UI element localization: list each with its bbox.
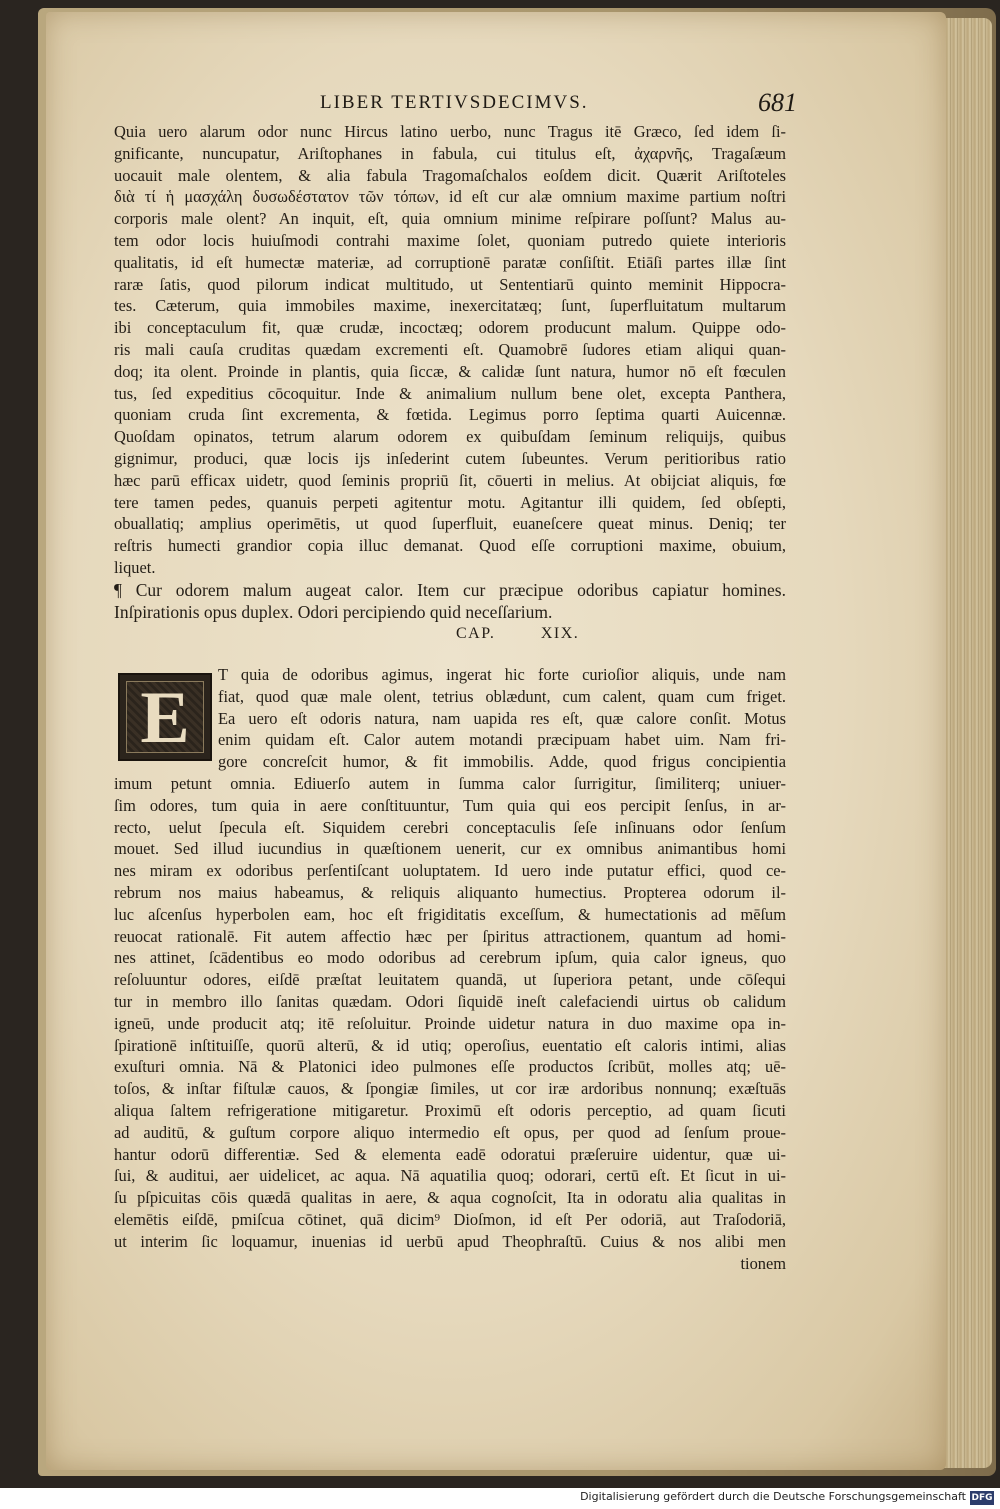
page-number: 681 [758, 88, 797, 117]
text-line: ſpirationē inſtituiſſe, quorū alterū, & id utiq; operoſius, euentatio eſt caloris intimi, alias [114, 1035, 786, 1055]
text-line: reſtris humecti grandior copia illuc demanat. Quod eſſe corruptioni maxime, obuium, [114, 536, 786, 556]
text-line: gignimur, produci, quæ locis ijs inſederint cutem ſubeuntes. Verum peritioribus ratio [114, 448, 786, 468]
text-line: toſos, & inſtar fiſtulæ cauos, & ſpongiæ ſimiles, ut cor iræ ardoribus nonnunq; exæſtuās [114, 1079, 786, 1099]
paragraph-2 [114, 664, 786, 1274]
text-line: Inſpirationis opus duplex. Odori percipiendo quid neceſſarium. [114, 602, 553, 622]
chapter-summary [114, 579, 786, 623]
text-line: hantur odorū differentiæ. Sed & elementa eadē odoratui præſeruire uidentur, quæ ui- [114, 1144, 786, 1164]
text-line: ſu pſpicuitas cōis quædā qualitas in aere, & aqua cognoſcit, Ita in odoratu alia qualitas in [114, 1188, 786, 1208]
text-line: hæc parū efficax uidetr, quod ſeminis propriū ſit, cōuerti in melius. At obijciat aliquis, fœ [114, 470, 786, 490]
text-line: aliqua ſaltem refrigeratione mitigaretur. Proximū eſt odoris perceptio, ad quam ſicuti [114, 1100, 786, 1120]
text-line: tes. Cæterum, quia immobiles maxime, inexercitatæq; ſunt, ſuperfluitatum multarum [114, 296, 786, 316]
text-line: ris mali cauſa cruditas quædam excrementi eſt. Quamobrē ſudores etiam aliqui quan- [114, 339, 786, 359]
text-line: ſim odores, tum quia in aere conſtituuntur, Tum quia qui eos percipit ſenſus, in ar- [114, 795, 786, 815]
text-line: ibi conceptaculum fit, quæ crudæ, incoctæq; odorem producunt malum. Quippe odo- [114, 318, 786, 338]
text-line: qualitatis, id eſt humectæ materiæ, ad corruptionē paratæ conſiſtit. Etiāſi partes illæ ſint [114, 252, 786, 272]
text-line: quoniam cruda ſint excrementa, & fœtida. Legimus porro ſeptima quarti Auicennæ. [114, 405, 786, 425]
text-line: elemētis eiſdē, pmiſcua cōtinet, quā dicim⁹ Dioſmon, id eſt Per odoriā, aut Traſodoriā, [114, 1209, 786, 1229]
text-line: recto, uelut ſpecula eſt. Siquidem cerebri conceptaculis ſeſe inſinuans odor ſenſum [114, 817, 786, 837]
text-line: corporis male olent? An inquit, eſt, quia omnium minime reſpirare poſſunt? Malus au- [114, 209, 786, 229]
chapter-heading: CAP. XIX. [456, 625, 580, 642]
text-line: luc aſcenſus hyperbolen eam, hoc eſt frigiditatis exceſſum, & humectationis ad mēſum [114, 904, 786, 924]
text-line: mouet. Sed illud iucundius in quæſtionem uenerit, cur ex omnibus animantibus homi [114, 839, 786, 859]
text-line: obuallatiq; amplius operimētis, ut quod ſuperfluit, euaneſcere queat minus. Deniq; ter [114, 514, 786, 534]
text-line: ſui, & auditui, aer uidelicet, ac aqua. Nā aquatilia quoq; odorari, certū eſt. Et ſicut in ui- [114, 1166, 786, 1186]
text-line: nes attinet, ſcādentibus eo modo odoribus ad cerebrum ipſum, quia calor igneus, quo [114, 948, 786, 968]
text-line: tus, ſed expeditius cōcoquitur. Inde & animalium nullum bene olet, excepta Panthera, [114, 383, 786, 403]
text-line: uocauit male olentem, & alia fabula Tragomaſchalos eoſdem dicit. Quærit Ariſtoteles [114, 165, 786, 185]
text-line: raræ ſatis, quod pilorum indicat multitudo, ut Sententiarū quinto meminit Hippocra- [114, 274, 786, 294]
text-line: reuocat rationalē. Fit autem affectio hæc per ſpiritus attractionem, quantum ad homi- [114, 926, 786, 946]
text-line: enim quidam eſt. Calor autem motandi præcipuam habet uim. Nam fri- [218, 730, 786, 750]
text-line: Ea uero eſt odoris natura, nam uapida res eſt, quæ calore conſit. Motus [218, 708, 786, 728]
text-line: exuſturi omnia. Nā & Platonici ideo pulmones eſſe productos ſcribūt, molles atq; uē- [114, 1057, 786, 1077]
text-line: reſoluuntur odores, eiſdē præſtat leuitatem quandā, ut ſuperiora petant, unde cōſequi [114, 970, 786, 990]
text-line: gnificante, nuncupatur, Ariſtophanes in fabula, cui titulus eſt, ἀχαρνῆς, Tragaſæum [114, 143, 786, 163]
text-line: igneū, unde producit atq; itē reſoluitur. Proinde uidetur natura in duo maxime opa in- [114, 1013, 786, 1033]
text-line: Quia uero alarum odor nunc Hircus latino uerbo, nunc Tragus itē Græco, ſed idem ſi- [114, 122, 786, 141]
text-line: tur in membro illo ſanitas quædam. Odori ſiquidē ineſt calefaciendi uirtus ob calidum [114, 991, 786, 1011]
drop-cap-letter: E [140, 677, 190, 759]
text-line: gore concreſcit humor, & fit immobilis. Adde, quod frigus concipientia [218, 752, 786, 772]
text-line: nes miram ex odoribus perſentiſcant uoluptatem. Id uero inde putatur effici, quod ce- [114, 861, 786, 881]
text-line: imum petunt omnia. Ediuerſo autem in ſumma calor ſurrigitur, ſimiliterq; uniuer- [114, 773, 786, 793]
text-line: rebrum nos maius habeamus, & reliquis aliquanto humectius. Propterea odorum il- [114, 882, 786, 902]
text-line: tem odor locis huiuſmodi contrahi maxime ſolet, quoniam putredo quiete interioris [114, 230, 786, 250]
catchword: tionem [740, 1253, 786, 1273]
text-line: ut interim ſic loquamur, inuenias id uerbū apud Theophraſtū. Cuius & nos alibi men [114, 1231, 786, 1251]
text-line: fiat, quod quæ male olent, tetrius oblædunt, cum calent, quam cum friget. [218, 686, 786, 706]
text-line: doq; ita olent. Proinde in plantis, quia ſiccæ, & calidæ ſunt natura, humor nō eſt fœculen [114, 361, 786, 381]
text-line: ¶ Cur odorem malum augeat calor. Item cur præcipue odoribus capiatur homines. [114, 580, 786, 600]
text-line: ad auditū, & guſtum corpore aliquo intermedio eſt opus, per quod ad ſenſum proue- [114, 1122, 786, 1142]
text-line: Quoſdam opinatos, tetrum alarum odorem ex quibuſdam ſeminum reliquijs, quibus [114, 427, 786, 447]
text-line: διὰ τί ἡ μασχάλη δυσωδέστατον τῶν τόπων, id eſt cur alæ omnium maxime partium noſtri [114, 187, 786, 207]
footer-credit: Digitalisierung gefördert durch die Deutsche Forschungsgemeinschaft [580, 1490, 966, 1503]
dfg-logo: DFG [971, 1493, 993, 1503]
running-head: LIBER TERTIVSDECIMVS. [320, 92, 589, 113]
text-line: T quia de odoribus agimus, ingerat hic forte curioſior aliquis, unde nam [218, 665, 786, 684]
text-line: liquet. [114, 557, 156, 577]
paragraph-1 [114, 121, 786, 579]
text-line: tere tamen pedes, quanuis perpeti agitentur motu. Agitantur illi quidem, ſed obſepti, [114, 492, 786, 512]
